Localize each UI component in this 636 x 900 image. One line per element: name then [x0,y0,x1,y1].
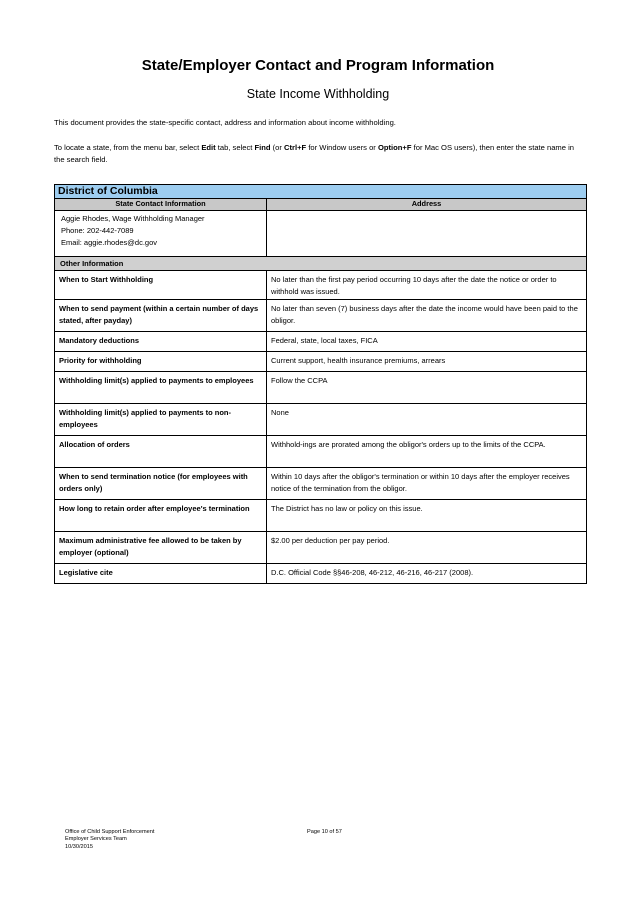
instruction-keyword: Edit [201,143,216,152]
footer-team: Employer Services Team [65,836,127,843]
instruction-keyword: Ctrl+F [284,143,307,152]
table-row [55,300,586,332]
table-row [55,332,586,352]
row-label: When to send termination notice (for employees with orders only) [55,468,267,499]
instruction-keyword: Option+F [377,143,412,152]
table-row [55,532,586,564]
document-title: State/Employer Contact and Program Information [141,57,495,74]
table-row [55,271,586,300]
instruction-text: for Mac OS users), then enter the state name in the search field. [54,143,574,164]
row-label: When to send payment (within a certain number of days stated, after payday) [55,300,267,331]
contact-name: Aggie Rhodes, Wage Withholding Manager [61,214,205,223]
intro-paragraph: This document provides the state-specific contact, address and information about income withholding. [54,118,396,127]
row-label: Mandatory deductions [55,332,267,351]
row-value: $2.00 per deduction per pay period. [271,536,390,545]
instruction-keyword: Find [254,143,271,152]
table-row [55,404,586,436]
column-header-address: Address [411,199,442,208]
page-number: Page 10 of 57 [307,829,342,835]
instruction-text: To locate a state, from the menu bar, select [54,143,202,152]
row-value: Current support, health insurance premiums, arrears [271,356,446,365]
instruction-text: tab, select [215,143,255,152]
footer-left [65,829,154,851]
table-row [55,468,586,500]
state-name-header: District of Columbia [55,185,586,199]
row-label: Priority for withholding [55,352,267,371]
row-value: No later than the first pay period occurring 10 days after the date the notice or order to withhold was issued. [271,275,557,296]
row-label: Allocation of orders [55,436,267,467]
row-label: How long to retain order after employee's termination [55,500,267,531]
contact-info-cell [55,211,267,256]
row-value: No later than seven (7) business days after the date the income would have been paid to the obligor. [271,304,578,325]
other-information-header: Other Information [55,257,586,271]
document-subtitle: State Income Withholding [246,87,390,101]
column-header-contact: State Contact Information [55,199,267,210]
row-value: Follow the CCPA [271,376,328,385]
table-row [55,352,586,372]
row-label: Legislative cite [55,564,267,583]
column-header-row [55,199,586,211]
row-value: Within 10 days after the obligor's termination or within 10 days after the employer receives notice of the termination from the obligor. [271,472,570,493]
row-label: Maximum administrative fee allowed to be taken by employer (optional) [55,532,267,563]
contact-row [55,211,586,257]
row-value: None [271,408,289,417]
row-value: The District has no law or policy on this issue. [271,504,423,513]
contact-phone: Phone: 202-442-7089 [61,226,134,235]
row-value: D.C. Official Code §§46-208, 46-212, 46-216, 46-217 (2008). [271,568,474,577]
table-row [55,372,586,404]
instruction-text: (or [270,143,285,152]
table-row [55,436,586,468]
instructions-paragraph [54,142,584,165]
instruction-text: for Window users or [306,143,378,152]
row-value: Withhold-ings are prorated among the obligor's orders up to the limits of the CCPA. [271,440,546,449]
state-info-table [54,184,587,584]
contact-email: Email: aggie.rhodes@dc.gov [61,238,157,247]
row-label: When to Start Withholding [55,271,267,299]
row-label: Withholding limit(s) applied to payments to non-employees [55,404,267,435]
row-label: Withholding limit(s) applied to payments to employees [55,372,267,403]
table-row [55,564,586,583]
address-cell [267,211,586,256]
row-value: Federal, state, local taxes, FICA [271,336,378,345]
table-row [55,500,586,532]
footer-date: 10/30/2015 [65,843,93,850]
footer-office: Office of Child Support Enforcement [65,829,155,835]
